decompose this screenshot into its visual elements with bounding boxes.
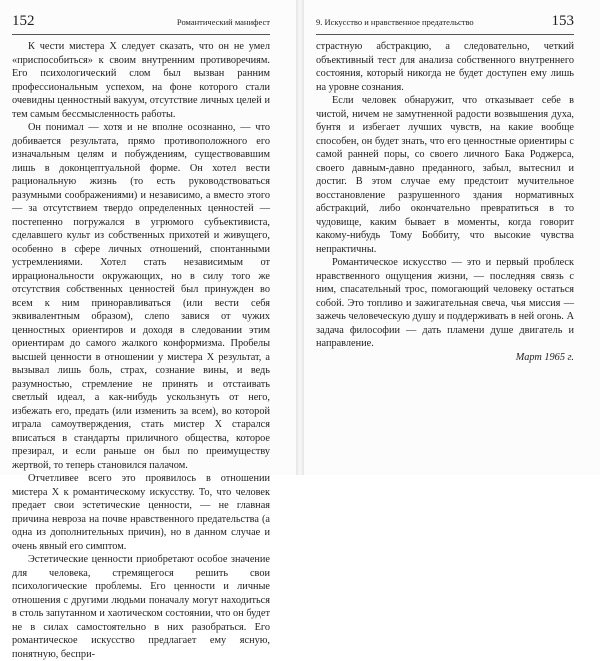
right-page	[304, 0, 600, 475]
left-page-header	[12, 12, 270, 35]
left-page-body	[12, 40, 270, 661]
page-number: 153	[551, 13, 574, 29]
running-head: Романтический манифест	[176, 17, 270, 27]
left-page	[0, 0, 296, 660]
page-number: 152	[12, 13, 35, 29]
paragraph: Эстетические ценности приобретают особое значение для человека, стремящегося решить свои психологические проблемы. Его ценности и личные отношения с другими людьми поначалу могут находиться в столь запутанном и хаотическом состоянии, что он будет не в силах самостоятельно в них разобраться. Его романтическое искусство предлагает ему ясную, понятную, беспри-	[12, 554, 270, 660]
book-gutter	[296, 0, 304, 475]
paragraph: Отчетливее всего это проявилось в отношении мистера X к романтическому искусству. То, что человек предает свои эстетические ценности, — не главная причина невроза на почве нравственного предательства (а одна из дополнительных причин), но в данном случае и очень явный его симптом.	[12, 473, 270, 552]
paragraph: страстную абстракцию, а следовательно, четкий объективный тест для анализа собственного внутреннего состояния, который никогда не будет доступен ему лишь на уровне сознания.	[316, 41, 574, 93]
paragraph: К чести мистера X следует сказать, что он не умел «приспособиться» к своим внутренним противоречиям. Его психологический слом был вызван ранним профессиональным успехом, на фоне которого стали очевидны ценностный вакуум, отсутствие личных целей и тем самым бессмысленность работы.	[12, 41, 270, 120]
right-page-body	[316, 40, 574, 364]
right-page-header	[316, 12, 574, 35]
date-line: Март 1965 г.	[515, 351, 574, 363]
paragraph: Он понимал — хотя и не вполне осознанно, — что добивается результата, прямо противоположного его изначальным целям и побуждениям, существовавшим лишь в доконцептуальной форме. Он хотел вести рациональную жизнь (то есть руководствоваться разумными соображениями) и независимо, а вместо этого — за отсутствием твердо определенных ценностей — постепенно погружался в угрюмого субъективиста, сделавшего культ из собственных прихотей и живущего, особенно в сфере личных отношений, спонтанными устремлениями. Хотел стать независимым от иррациональности окружающих, но в силу того же отсутствия собственных ценностей был принужден во всем к ним приноравливаться (или вести себя эквивалентным образом), слепо завися от чужих ценностных ориентиров и доходя в следовании этим ориентирам до самого жалкого конформизма. Пробелы высшей ценности в отношении у мистера X результат, а вызывал лишь боль, страх, сознание вины, и ведь разумностью, стремление не принять и отстаивать светлый идеал, а как-нибудь ускользнуть от него, избежать его, предать (или изменить за всем), во которой играла самоутверждения, стать мистер X старался вписаться в стандарты приличного общества, которое презирал, и если раньше он был по преимуществу жертвой, то теперь становился палачом.	[12, 122, 270, 471]
paragraph: Романтическое искусство — это и первый проблеск нравственного ощущения жизни, — последняя связь с ним, спасательный трос, помогающий человеку остаться собой. Это топливо и зажигательная свеча, чья миссия — зажечь человеческую душу и поддерживать в ней огонь. А задача философии — дать пламени душе двигатель и направление.	[316, 257, 574, 349]
paragraph: Если человек обнаружит, что отказывает себе в чистой, ничем не замутненной радости возвышения духа, бунтя и избегает лучших чувств, на какие вообще способен, он будет знать, что его ценностные ориентиры с самой ранней поры, со своего личного Бака Роджерса, своего давным-давно преданного, забыл, вытеснил и достиг. В этом случае ему предстоит мучительное восстановление разрушенного здания нормативных абстракций, либо окончательно превратиться в то чудовище, каким бывает в моменты, когда говорит какому-нибудь Тому Боббиту, что высокие чувства непрактичны.	[316, 95, 574, 255]
running-head: 9. Искусство и нравственное предательство	[316, 17, 474, 27]
